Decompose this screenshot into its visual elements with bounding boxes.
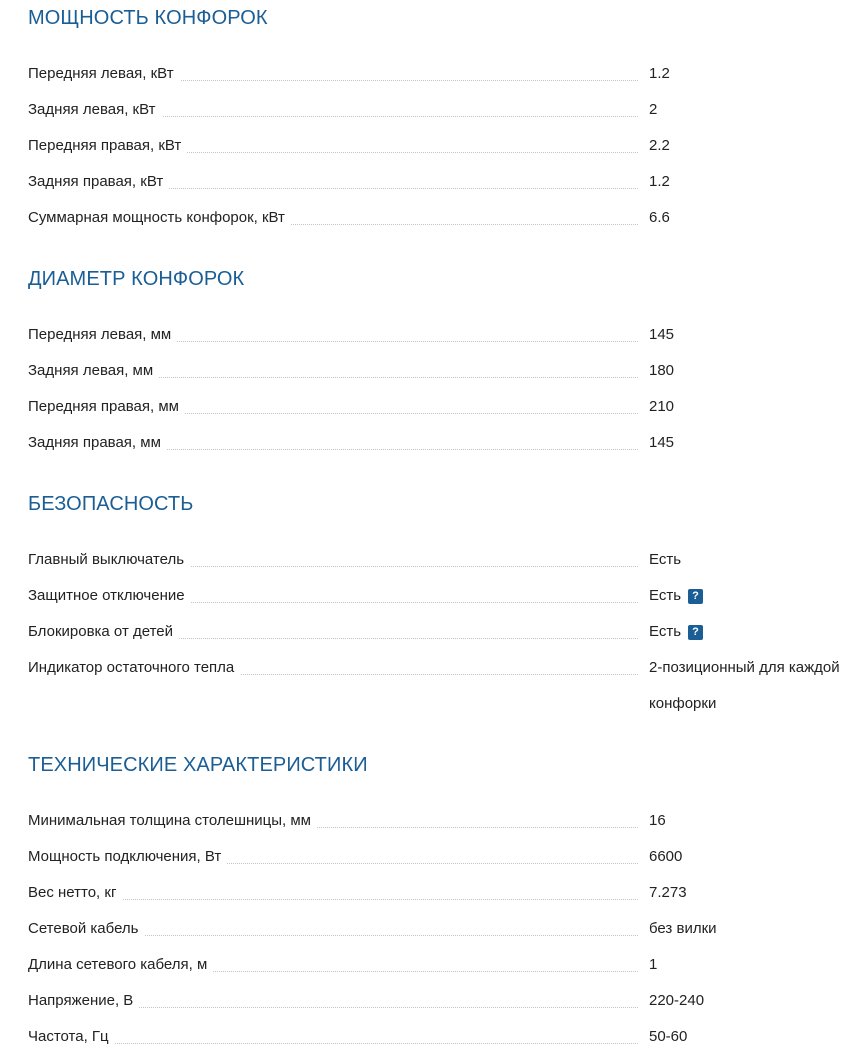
- spec-label: Длина сетевого кабеля, м: [28, 947, 638, 983]
- section-burner-power: [28, 6, 857, 236]
- section-burner-diameter: [28, 267, 857, 461]
- spec-row: [28, 650, 857, 722]
- spec-value: Есть: [649, 551, 682, 568]
- spec-row: [28, 803, 857, 839]
- spec-label: Задняя левая, кВт: [28, 92, 638, 128]
- spec-label: Задняя правая, мм: [28, 425, 638, 461]
- spec-label: Передняя левая, кВт: [28, 56, 638, 92]
- spec-value: 2-позиционный для каждой конфорки: [649, 659, 840, 712]
- spec-row: [28, 164, 857, 200]
- spec-value: 145: [649, 434, 675, 451]
- spec-value: 7.273: [649, 884, 687, 901]
- spec-value: 180: [649, 362, 675, 379]
- spec-value: 145: [649, 326, 675, 343]
- spec-label: Мощность подключения, Вт: [28, 839, 638, 875]
- spec-label: Напряжение, В: [28, 983, 638, 1019]
- spec-row: [28, 911, 857, 947]
- spec-label: Передняя правая, кВт: [28, 128, 638, 164]
- spec-value: 6.6: [649, 209, 670, 226]
- spec-list: [28, 803, 857, 1055]
- spec-row: [28, 839, 857, 875]
- spec-row: [28, 1019, 857, 1055]
- spec-value-with-help: [649, 614, 857, 650]
- spec-label: Задняя левая, мм: [28, 353, 638, 389]
- spec-value: 6600: [649, 848, 683, 865]
- spec-label: Передняя правая, мм: [28, 389, 638, 425]
- spec-value-with-help: [649, 578, 857, 614]
- spec-label: Защитное отключение: [28, 578, 638, 614]
- help-icon[interactable]: ?: [688, 589, 703, 604]
- spec-row: [28, 983, 857, 1019]
- spec-label: Индикатор остаточного тепла: [28, 650, 638, 686]
- spec-value: 220-240: [649, 992, 705, 1009]
- spec-value: 1.2: [649, 65, 670, 82]
- spec-label: Задняя правая, кВт: [28, 164, 638, 200]
- spec-list: [28, 56, 857, 236]
- spec-value: 1.2: [649, 173, 670, 190]
- spec-list: [28, 542, 857, 722]
- spec-value: Есть: [649, 623, 682, 640]
- spec-value: 16: [649, 812, 666, 829]
- spec-row: [28, 56, 857, 92]
- spec-value: 2: [649, 101, 658, 118]
- spec-row: [28, 542, 857, 578]
- spec-row: [28, 947, 857, 983]
- spec-value: 210: [649, 398, 675, 415]
- spec-row: [28, 875, 857, 911]
- spec-label: Частота, Гц: [28, 1019, 638, 1055]
- spec-value: 1: [649, 956, 658, 973]
- spec-value: 2.2: [649, 137, 670, 154]
- help-icon[interactable]: ?: [688, 625, 703, 640]
- spec-label: Суммарная мощность конфорок, кВт: [28, 200, 638, 236]
- spec-label: Передняя левая, мм: [28, 317, 638, 353]
- spec-value: без вилки: [649, 920, 717, 937]
- spec-value: Есть: [649, 587, 682, 604]
- spec-row: [28, 425, 857, 461]
- spec-row: [28, 128, 857, 164]
- section-title: ДИАМЕТР КОНФОРОК: [28, 268, 245, 290]
- spec-row: [28, 389, 857, 425]
- spec-row: [28, 92, 857, 128]
- spec-row: [28, 200, 857, 236]
- spec-label: Вес нетто, кг: [28, 875, 638, 911]
- section-title: ТЕХНИЧЕСКИЕ ХАРАКТЕРИСТИКИ: [28, 754, 368, 776]
- spec-list: [28, 317, 857, 461]
- section-safety: [28, 492, 857, 722]
- spec-label: Минимальная толщина столешницы, мм: [28, 803, 638, 839]
- spec-row: [28, 353, 857, 389]
- section-title: БЕЗОПАСНОСТЬ: [28, 493, 194, 515]
- section-technical: [28, 753, 857, 1055]
- spec-value: 50-60: [649, 1028, 688, 1045]
- spec-label: Блокировка от детей: [28, 614, 638, 650]
- spec-row: [28, 317, 857, 353]
- spec-label: Сетевой кабель: [28, 911, 638, 947]
- spec-row: [28, 578, 857, 614]
- spec-row: [28, 614, 857, 650]
- spec-label: Главный выключатель: [28, 542, 638, 578]
- section-title: МОЩНОСТЬ КОНФОРОК: [28, 7, 268, 29]
